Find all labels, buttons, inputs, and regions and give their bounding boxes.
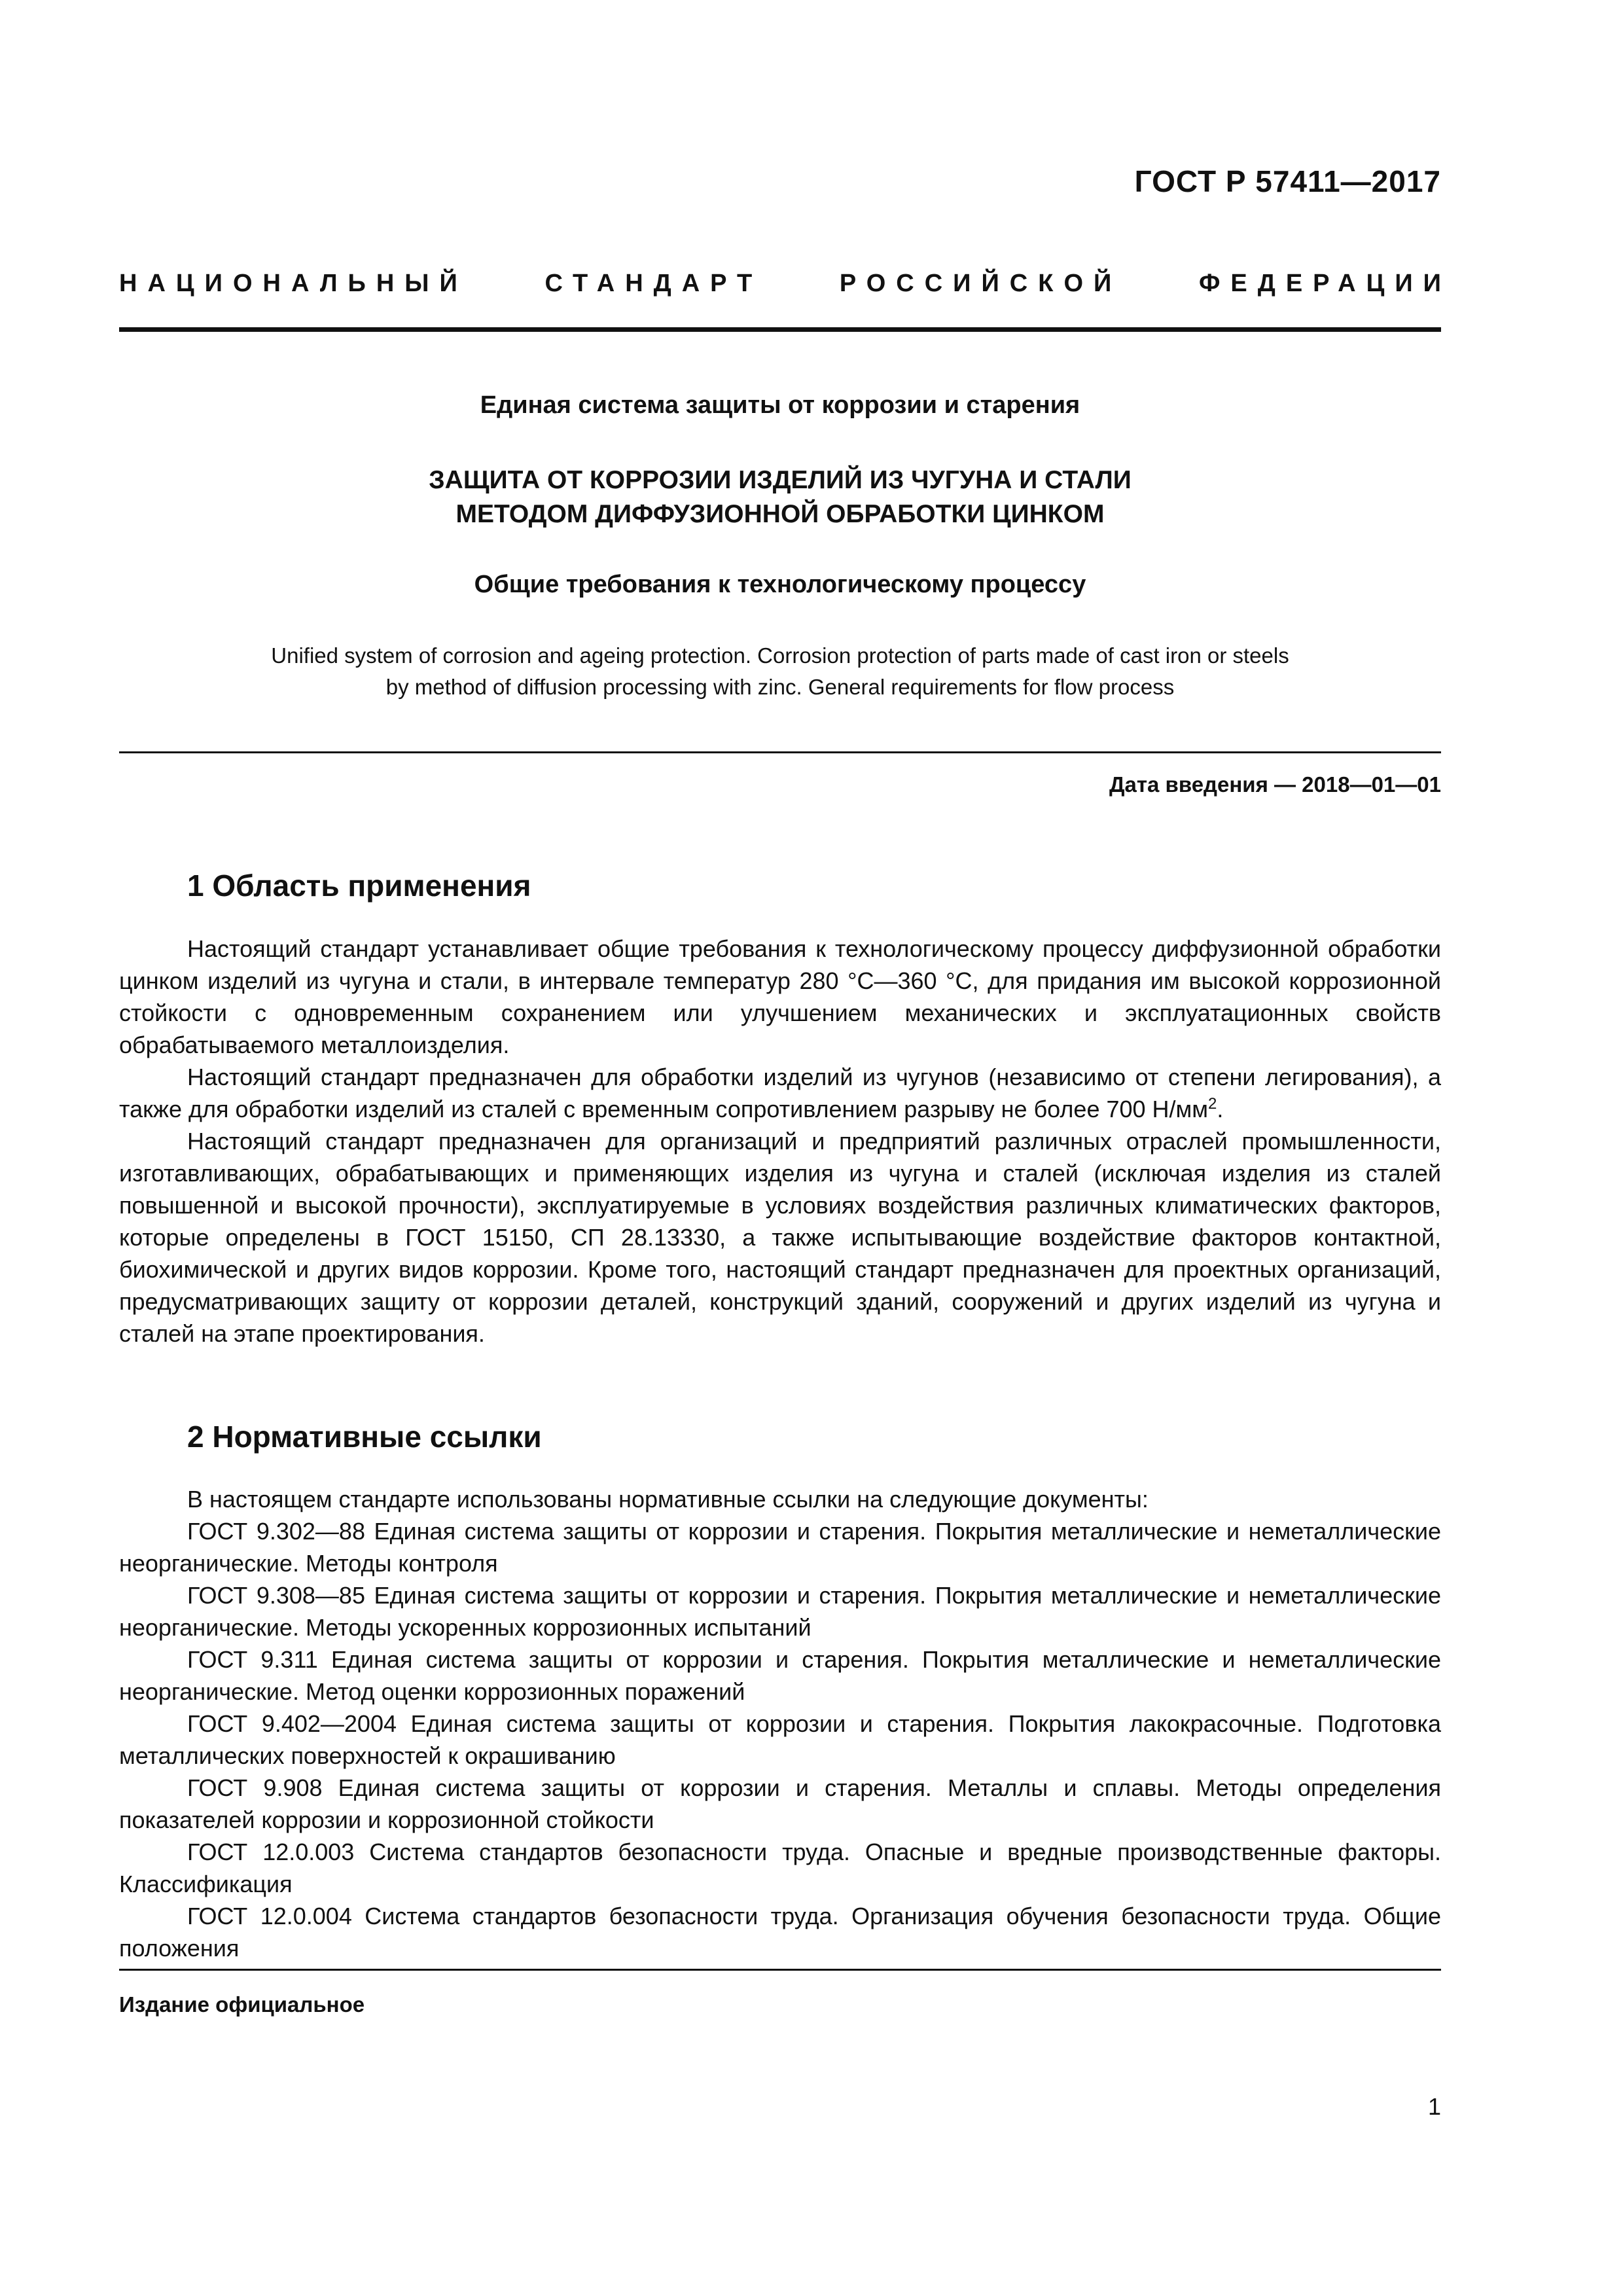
standard-series: Единая система защиты от коррозии и старения — [480, 391, 1080, 419]
reference-item: ГОСТ 9.308—85 Единая система защиты от коррозии и старения. Покрытия металлические и неметаллические неорганические. Методы ускоренных коррозионных испытаний — [119, 1582, 1441, 1641]
document-subtitle: Общие требования к технологическому процессу — [474, 571, 1086, 598]
section-2-body — [119, 1483, 1441, 1964]
paragraph — [119, 1061, 1441, 1125]
document-title — [119, 463, 1441, 531]
header-word: СТАНДАРТ — [544, 270, 763, 297]
english-title-line: Unified system of corrosion and ageing protection. Corrosion protection of parts made of cast iron or steels — [271, 643, 1289, 668]
english-title — [119, 640, 1441, 703]
section-1-heading: 1 Область применения — [187, 869, 531, 903]
national-standard-header — [119, 270, 1452, 298]
header-word: РОССИЙСКОЙ — [839, 270, 1122, 297]
paragraph-end: . — [1217, 1096, 1224, 1122]
paragraph: Настоящий стандарт предназначен для организаций и предприятий различных отраслей промышленности, изготавливающих, обрабатывающих и применяющих изделия из чугуна и сталей (исключая изделия из сталей повышенной и высокой прочности), эксплуатируемые в условиях воздействия различных климатических факторов, которые определены в ГОСТ 15150, СП 28.13330, а также испытывающие воздействие факторов контактной, биохимической и других видов коррозии. Кроме того, настоящий стандарт предназначен для проектных организаций, предусматривающих защиту от коррозии деталей, конструкций зданий, сооружений и других изделий из чугуна и сталей на этапе проектирования. — [119, 1128, 1441, 1347]
header-word: НАЦИОНАЛЬНЫЙ — [119, 270, 468, 297]
title-line: МЕТОДОМ ДИФФУЗИОННОЙ ОБРАБОТКИ ЦИНКОМ — [455, 500, 1105, 528]
footer-divider — [119, 1969, 1441, 1971]
reference-item: ГОСТ 9.302—88 Единая система защиты от коррозии и старения. Покрытия металлические и неметаллические неорганические. Методы контроля — [119, 1518, 1441, 1577]
section-2-heading: 2 Нормативные ссылки — [187, 1420, 542, 1454]
title-line: ЗАЩИТА ОТ КОРРОЗИИ ИЗДЕЛИЙ ИЗ ЧУГУНА И СТАЛИ — [429, 466, 1132, 494]
header-divider — [119, 327, 1441, 332]
reference-item: ГОСТ 12.0.003 Система стандартов безопасности труда. Опасные и вредные производственные факторы. Классификация — [119, 1839, 1441, 1897]
page-number: 1 — [1427, 2093, 1441, 2120]
official-edition-label: Издание официальное — [119, 1992, 365, 2017]
superscript: 2 — [1208, 1095, 1217, 1113]
reference-item: ГОСТ 9.402—2004 Единая система защиты от коррозии и старения. Покрытия лакокрасочные. Подготовка металлических поверхностей к окрашиванию — [119, 1710, 1441, 1769]
paragraph-text: Настоящий стандарт предназначен для обработки изделий из чугунов (независимо от степени легирования), а также для обработки изделий из сталей с временным сопротивлением разрыву не более 700 Н/мм — [119, 1064, 1441, 1122]
reference-item: ГОСТ 9.311 Единая система защиты от коррозии и старения. Покрытия металлические и неметаллические неорганические. Метод оценки коррозионных поражений — [119, 1646, 1441, 1705]
english-title-line: by method of diffusion processing with zinc. General requirements for flow process — [385, 675, 1175, 699]
paragraph: Настоящий стандарт устанавливает общие требования к технологическому процессу диффузионной обработки цинком изделий из чугуна и стали, в интервале температур 280 °С—360 °С, для придания им высокой коррозионной стойкости с одновременным сохранением или улучшением механических и эксплуатационных свойств обрабатываемого металлоизделия. — [119, 935, 1441, 1058]
standard-number: ГОСТ Р 57411—2017 — [1134, 164, 1441, 198]
header-word: ФЕДЕРАЦИИ — [1198, 270, 1452, 297]
title-divider — [119, 751, 1441, 753]
section-1-body — [119, 933, 1441, 1350]
reference-item: ГОСТ 9.908 Единая система защиты от коррозии и старения. Металлы и сплавы. Методы определения показателей коррозии и коррозионной стойкости — [119, 1774, 1441, 1833]
paragraph: В настоящем стандарте использованы нормативные ссылки на следующие документы: — [187, 1486, 1149, 1513]
reference-item: ГОСТ 12.0.004 Система стандартов безопасности труда. Организация обучения безопасности труда. Общие положения — [119, 1903, 1441, 1962]
introduction-date: Дата введения — 2018—01—01 — [1109, 772, 1441, 797]
